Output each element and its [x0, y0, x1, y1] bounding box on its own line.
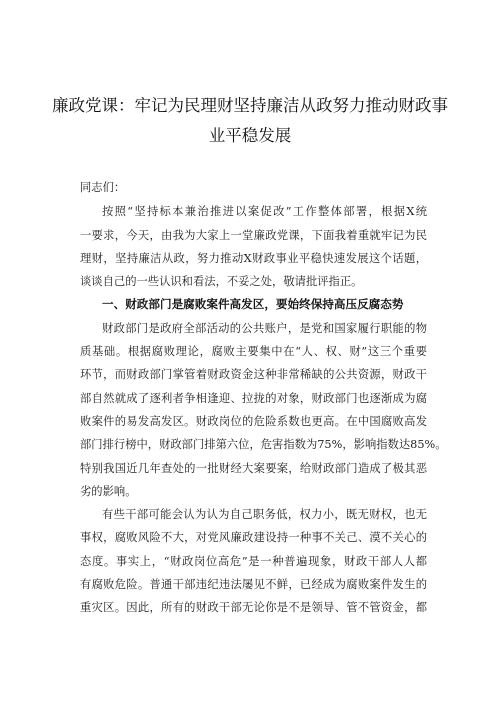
title-line: 业平稳发展: [208, 126, 292, 145]
paragraph-line: 财政部门是政府全部活动的公共账户，是党和国家履行职能的物: [102, 321, 427, 335]
section-heading: [80, 293, 427, 316]
paragraph-line: 有腐败危险。普通干部违纪违法屡见不鲜，已经成为腐败案件发生的: [80, 578, 427, 592]
paragraph-line: 部门排行榜中，财政部门排第六位，危害指数为75%，影响指数达85%。: [80, 438, 447, 452]
paragraph-line: 事权，腐败风险不大，对党风廉政建设持一种事不关己、漠不关心的: [80, 531, 427, 545]
paragraph-line: 特别我国近几年查处的一批财经大案要案，给财政部门造成了极其恶: [80, 461, 427, 475]
paragraph-line: 部自然就成了逐利者争相逢迎、拉拢的对象，财政部门也逐渐成为腐: [80, 391, 427, 405]
section-heading-text: 一、财政部门是腐败案件高发区，要始终保持高压反腐态势: [102, 297, 404, 312]
paragraph-line: 质基础。根据腐败理论，腐败主要集中在“人、权、财”这三个重要: [80, 345, 427, 359]
paragraph-line: 谈谈自己的一些认识和看法，不妥之处，敬请批评指正。: [80, 275, 363, 289]
paragraph-line: 劣的影响。: [80, 484, 137, 498]
paragraph-line: 按照“坚持标本兼治推进以案促改”工作整体部署，根据X统: [102, 205, 427, 219]
paragraph-finance-risk: [80, 317, 447, 503]
paragraph-intro: [80, 200, 427, 293]
paragraph-line: 败案件的易发高发区。财政岗位的危险系数也更高。在中国腐败高发: [80, 414, 427, 428]
paragraph-line: 态度。事实上，“财政岗位高危”是一种普遍现象，财政干部人人都: [80, 554, 427, 568]
paragraph-cadre-risk: [80, 503, 427, 619]
paragraph-line: 环节，而财政部门掌管着财政资金这种非常稀缺的公共资源，财政干: [80, 368, 427, 382]
title-line: 廉政党课：牢记为民理财坚持廉洁从政努力推动财政事: [52, 96, 448, 115]
paragraph-line: 理财，坚持廉洁从政，努力推动X财政事业平稳快速发展这个话题，: [80, 251, 427, 265]
paragraph-line: 有些干部可能会认为认为自己职务低，权力小，既无财权，也无: [102, 508, 427, 522]
greeting: 同志们：: [80, 181, 126, 194]
document-title: [40, 91, 460, 151]
paragraph-line: 重灾区。因此，所有的财政干部无论你是不是领导、管不管资金，都: [80, 601, 427, 615]
paragraph-line: 一要求，今天，由我为大家上一堂廉政党课，下面我着重就牢记为民: [80, 228, 427, 242]
document-body: [80, 176, 447, 620]
